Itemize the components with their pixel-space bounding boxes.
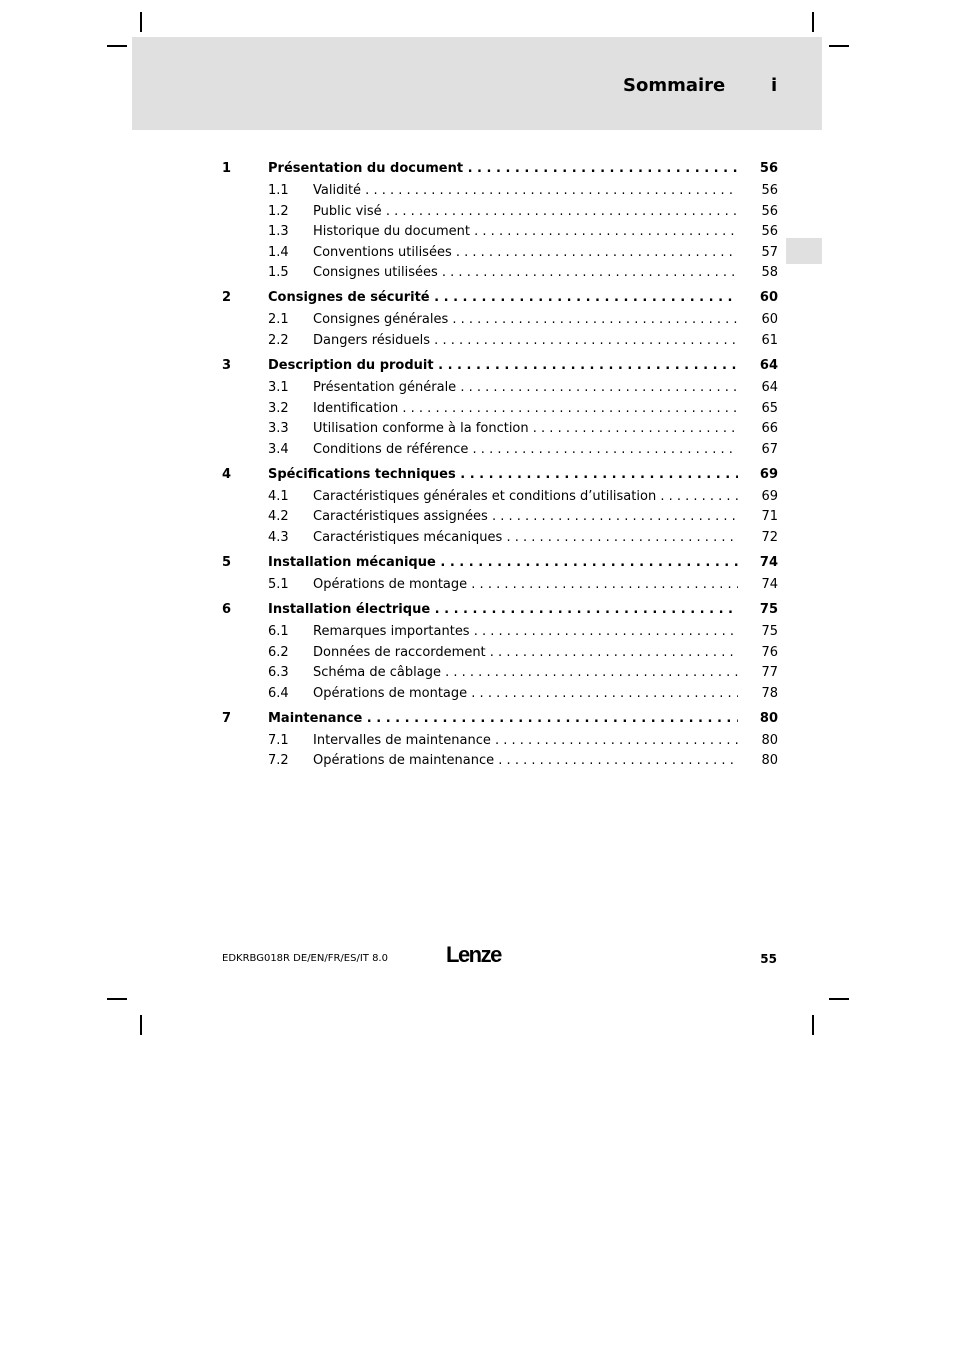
toc-number: 4.2: [268, 509, 289, 524]
toc-section-row[interactable]: [222, 528, 778, 548]
toc-page-number: 58: [761, 265, 778, 280]
toc-number: 3.4: [268, 442, 289, 457]
toc-page-number: 66: [761, 421, 778, 436]
toc-number: 6.1: [268, 624, 289, 639]
toc-title: Données de raccordement . . .: [313, 643, 738, 663]
toc-number: 7.1: [268, 733, 289, 748]
crop-mark: [829, 998, 849, 1000]
toc-title: Caractéristiques générales et conditions d’utilisation . . .: [313, 487, 738, 507]
toc-page-number: 64: [761, 380, 778, 395]
toc-page-number: 77: [761, 665, 778, 680]
toc-page-number: 74: [759, 555, 778, 570]
toc-number: 3.3: [268, 421, 289, 436]
toc-number: 6.4: [268, 686, 289, 701]
toc-page-number: 75: [761, 624, 778, 639]
toc-number: 1.4: [268, 245, 289, 260]
toc-chapter-row[interactable]: [222, 288, 778, 308]
toc-page-number: 57: [761, 245, 778, 260]
toc-page-number: 75: [759, 602, 778, 617]
toc-section-row[interactable]: [222, 310, 778, 330]
toc-title: Dangers résiduels . . .: [313, 331, 738, 351]
toc-title: Validité . . .: [313, 181, 738, 201]
toc-page-number: 76: [761, 645, 778, 660]
toc-section-row[interactable]: [222, 487, 778, 507]
toc-number: 7.2: [268, 753, 289, 768]
toc-chapter-row[interactable]: [222, 709, 778, 729]
toc-title: Installation mécanique . . .: [268, 553, 738, 573]
toc-section-row[interactable]: [222, 731, 778, 751]
toc-page-number: 56: [761, 183, 778, 198]
toc-chapter-row[interactable]: [222, 159, 778, 179]
toc-page-number: 78: [761, 686, 778, 701]
toc-number: 1.1: [268, 183, 289, 198]
toc-page-number: 69: [759, 467, 778, 482]
toc-number: 5.1: [268, 577, 289, 592]
toc-number: 2.1: [268, 312, 289, 327]
toc-chapter-row[interactable]: [222, 600, 778, 620]
toc-chapter-row[interactable]: [222, 553, 778, 573]
toc-page-number: 65: [761, 401, 778, 416]
page-number: 55: [760, 952, 777, 966]
toc-title: Caractéristiques mécaniques . . .: [313, 528, 738, 548]
toc-title: Intervalles de maintenance . . .: [313, 731, 738, 751]
toc-title: Schéma de câblage . . .: [313, 663, 738, 683]
toc-title: Opérations de montage . . .: [313, 684, 738, 704]
toc-page-number: 61: [761, 333, 778, 348]
crop-mark: [140, 1015, 142, 1035]
toc-page-number: 56: [761, 204, 778, 219]
toc-page-number: 69: [761, 489, 778, 504]
toc-section-row[interactable]: [222, 643, 778, 663]
toc-section-row[interactable]: [222, 751, 778, 771]
toc-page-number: 56: [761, 224, 778, 239]
toc-page-number: 71: [761, 509, 778, 524]
document-code: EDKRBG018R DE/EN/FR/ES/IT 8.0: [222, 953, 388, 964]
toc-title: Consignes utilisées . . .: [313, 263, 738, 283]
crop-mark: [812, 1015, 814, 1035]
toc-section-row[interactable]: [222, 378, 778, 398]
toc-number: 5: [222, 555, 232, 570]
toc-page-number: 80: [759, 711, 778, 726]
toc-page-number: 60: [761, 312, 778, 327]
crop-mark: [107, 998, 127, 1000]
toc-number: 4: [222, 467, 232, 482]
toc-title: Conventions utilisées . . .: [313, 243, 738, 263]
toc-title: Opérations de montage . . .: [313, 575, 738, 595]
toc-page-number: 64: [759, 358, 778, 373]
toc-section-row[interactable]: [222, 419, 778, 439]
toc-section-row[interactable]: [222, 222, 778, 242]
toc-title: Consignes de sécurité . . .: [268, 288, 738, 308]
toc-section-row[interactable]: [222, 181, 778, 201]
toc-page-number: 74: [761, 577, 778, 592]
toc-number: 6.3: [268, 665, 289, 680]
toc-section-row[interactable]: [222, 440, 778, 460]
toc-title: Utilisation conforme à la fonction . . .: [313, 419, 738, 439]
toc-section-row[interactable]: [222, 243, 778, 263]
lenze-logo: Lenze: [446, 942, 501, 967]
toc-title: Remarques importantes . . .: [313, 622, 738, 642]
toc-section-row[interactable]: [222, 684, 778, 704]
toc-title: Opérations de maintenance . . .: [313, 751, 738, 771]
toc-section-row[interactable]: [222, 622, 778, 642]
toc-number: 2: [222, 290, 232, 305]
toc-title: Installation électrique . . .: [268, 600, 738, 620]
toc-number: 6.2: [268, 645, 289, 660]
toc-page-number: 80: [761, 733, 778, 748]
toc-number: 1.2: [268, 204, 289, 219]
toc-title: Présentation générale . . .: [313, 378, 738, 398]
toc-number: 4.1: [268, 489, 289, 504]
toc-title: Historique du document . . .: [313, 222, 738, 242]
toc-section-row[interactable]: [222, 575, 778, 595]
toc-title: Public visé . . .: [313, 202, 738, 222]
toc-number: 1.5: [268, 265, 289, 280]
toc-chapter-row[interactable]: [222, 465, 778, 485]
toc-number: 7: [222, 711, 232, 726]
toc-section-row[interactable]: [222, 663, 778, 683]
toc-section-row[interactable]: [222, 507, 778, 527]
toc-page-number: 80: [761, 753, 778, 768]
toc-title: Identification . . .: [313, 399, 738, 419]
toc-number: 3: [222, 358, 232, 373]
toc-section-row[interactable]: [222, 263, 778, 283]
toc-title: Caractéristiques assignées . . .: [313, 507, 738, 527]
toc-title: Maintenance . . .: [268, 709, 738, 729]
toc-page-number: 67: [761, 442, 778, 457]
toc-section-row[interactable]: [222, 202, 778, 222]
toc-title: Conditions de référence . . .: [313, 440, 738, 460]
toc-section-row[interactable]: [222, 399, 778, 419]
toc-page-number: 56: [759, 161, 778, 176]
toc-title: Consignes générales . . .: [313, 310, 738, 330]
section-letter: i: [771, 75, 778, 96]
toc-number: 3.1: [268, 380, 289, 395]
toc-chapter-row[interactable]: [222, 356, 778, 376]
page-title: Sommaire: [623, 75, 726, 96]
toc-number: 2.2: [268, 333, 289, 348]
toc-number: 1: [222, 161, 232, 176]
toc-page-number: 60: [759, 290, 778, 305]
toc-number: 4.3: [268, 530, 289, 545]
toc-number: 1.3: [268, 224, 289, 239]
toc-number: 3.2: [268, 401, 289, 416]
toc-title: Présentation du document . . .: [268, 159, 738, 179]
toc-title: Description du produit . . .: [268, 356, 738, 376]
toc-section-row[interactable]: [222, 331, 778, 351]
toc-title: Spécifications techniques . . .: [268, 465, 738, 485]
toc-number: 6: [222, 602, 232, 617]
toc-page-number: 72: [761, 530, 778, 545]
